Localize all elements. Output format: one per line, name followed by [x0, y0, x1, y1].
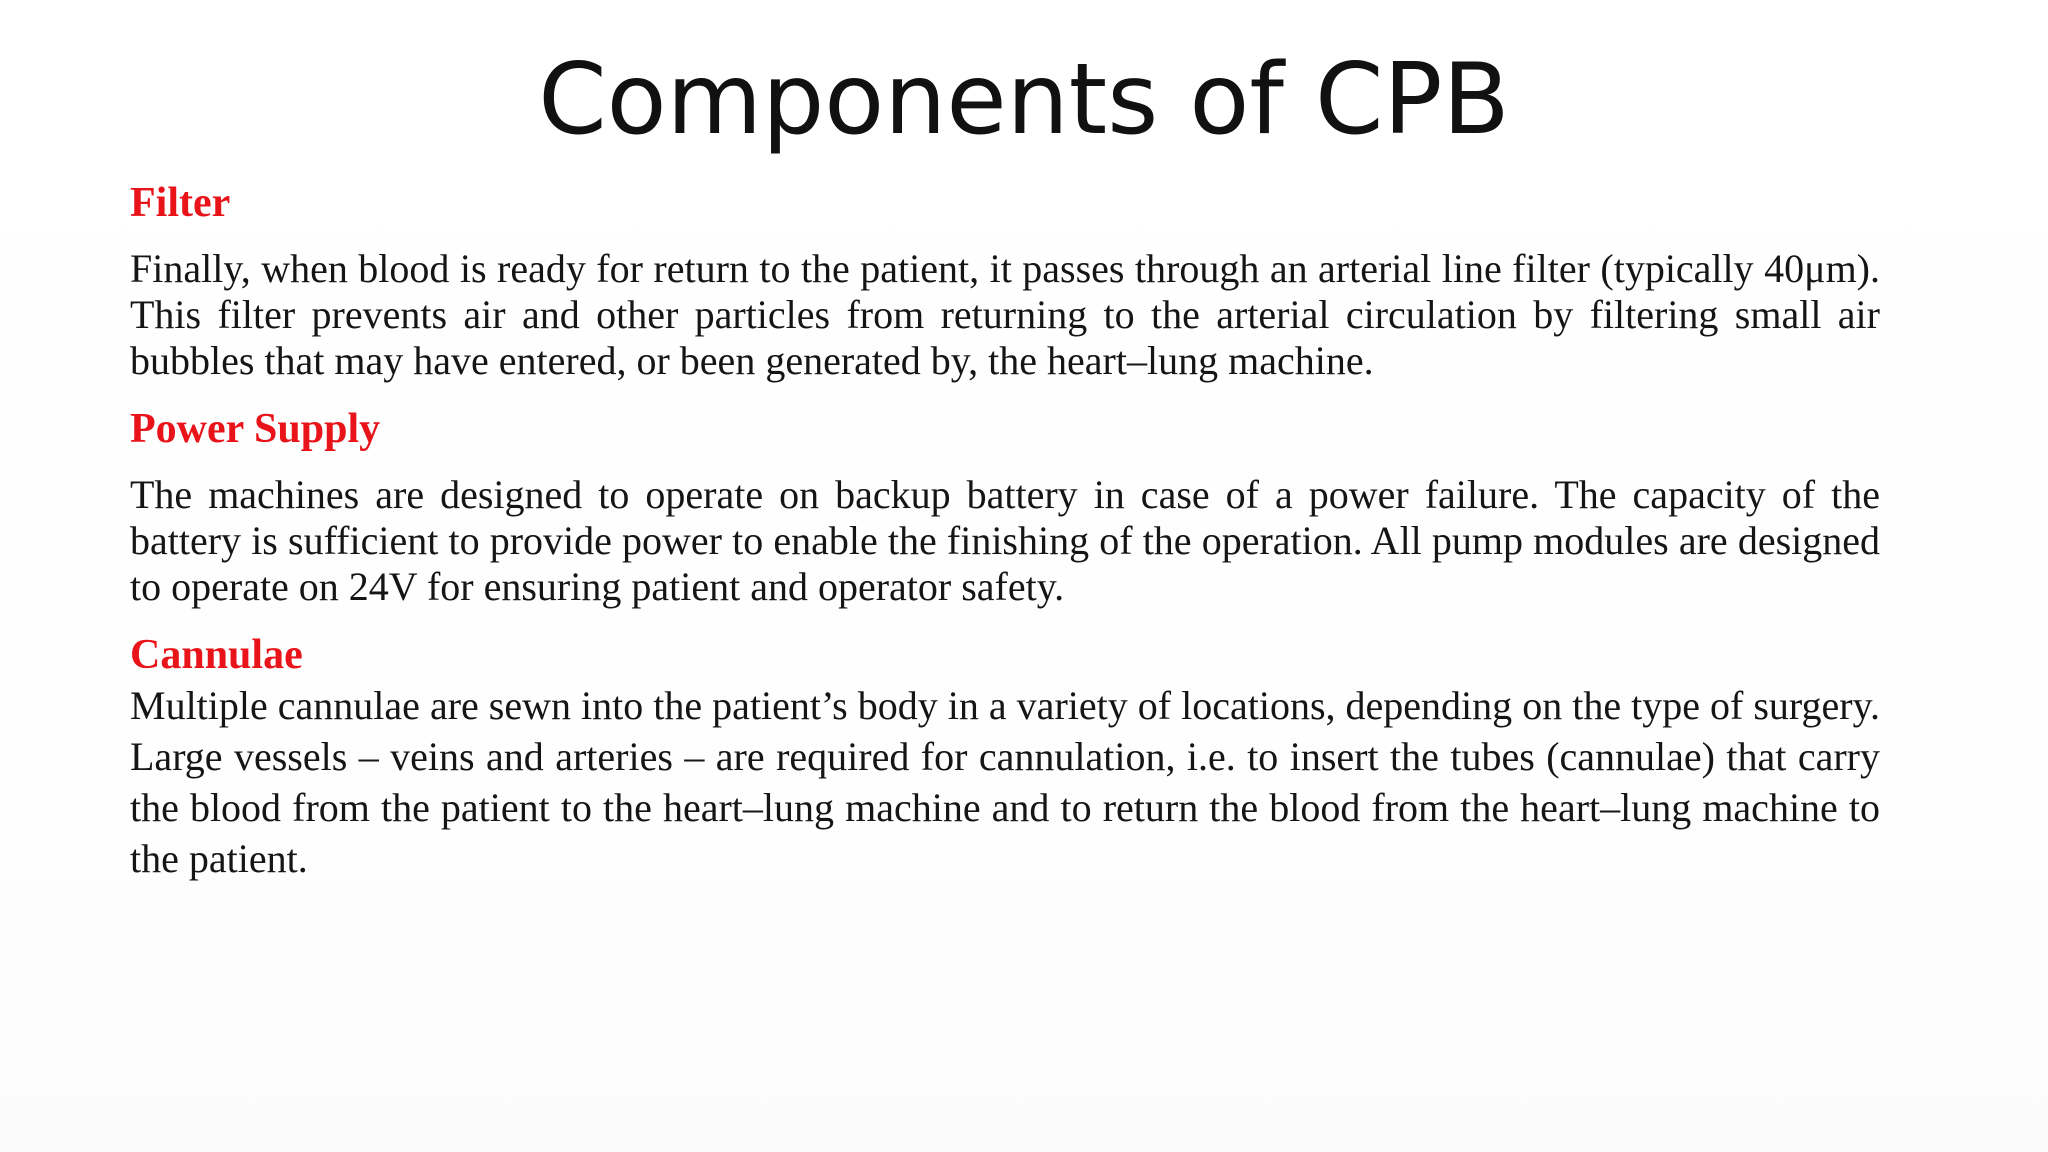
filter-heading: Filter: [130, 180, 231, 226]
cannulae-paragraph: Multiple cannulae are sewn into the patient’s body in a variety of locations, depending on the type of surgery. Large vessels – veins and arteries – are required for cannulation, i.e. to insert the tubes (cannulae) that carry the blood from the patient to the heart–lung machine and to return the blood from the heart–lung machine to the patient.: [130, 683, 1880, 881]
slide-title: Components of CPB: [538, 43, 1510, 157]
slide-content: [130, 178, 1880, 884]
power-supply-heading: Power Supply: [130, 406, 381, 452]
cannulae-heading: Cannulae: [130, 632, 303, 678]
power-supply-paragraph: The machines are designed to operate on backup battery in case of a power failure. The capacity of the battery is sufficient to provide power to enable the finishing of the operation. All pump modules are designed to operate on 24V for ensuring patient and operator safety.: [130, 472, 1880, 609]
filter-paragraph: Finally, when blood is ready for return to the patient, it passes through an arterial line filter (typically 40μm). This filter prevents air and other particles from returning to the arterial circulation by filtering small air bubbles that may have entered, or been generated by, the heart–lung machine.: [130, 246, 1880, 383]
